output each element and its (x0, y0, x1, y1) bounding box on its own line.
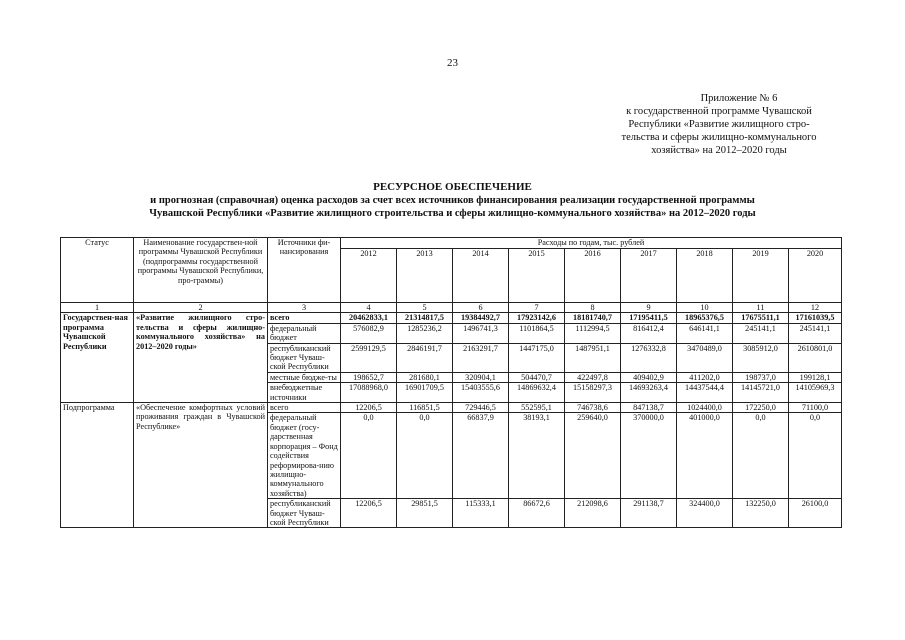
row-value: 66837,9 (453, 413, 509, 499)
column-number: 12 (789, 303, 842, 313)
row-value: 0,0 (397, 413, 453, 499)
row-source: местные бюдже-ты (268, 372, 341, 382)
row-value: 1024400,0 (677, 403, 733, 413)
row-value: 816412,4 (621, 323, 677, 343)
row-value: 17675511,1 (733, 313, 789, 323)
row-value: 16901709,5 (397, 383, 453, 403)
row-value: 0,0 (789, 413, 842, 499)
row-value: 14693263,4 (621, 383, 677, 403)
appendix-note (596, 92, 842, 157)
row-value: 12206,5 (341, 499, 397, 528)
row-value: 172250,0 (733, 403, 789, 413)
appendix-line: Приложение № 6 (700, 93, 778, 104)
row-value: 0,0 (733, 413, 789, 499)
row-value: 411202,0 (677, 372, 733, 382)
row-status: Государствен-ная программа Чувашской Республики (61, 313, 134, 403)
row-value: 3470489,0 (677, 343, 733, 372)
row-value: 29851,5 (397, 499, 453, 528)
row-value: 281680,1 (397, 372, 453, 382)
appendix-line: хозяйства» на 2012–2020 годы (651, 145, 787, 156)
row-value: 17161039,5 (789, 313, 842, 323)
year-header: 2016 (565, 249, 621, 303)
year-header: 2019 (733, 249, 789, 303)
appendix-line: тельства и сферы жилищно-коммунального (621, 132, 817, 143)
row-value: 21314817,5 (397, 313, 453, 323)
row-value: 3085912,0 (733, 343, 789, 372)
row-value: 198652,7 (341, 372, 397, 382)
year-header: 2018 (677, 249, 733, 303)
row-value: 12206,5 (341, 403, 397, 413)
document-subtitle (0, 194, 905, 220)
year-header: 2012 (341, 249, 397, 303)
row-value: 504470,7 (509, 372, 565, 382)
row-value: 17088968,0 (341, 383, 397, 403)
row-value: 422497,8 (565, 372, 621, 382)
row-source: республиканский бюджет Чуваш-ской Республики (268, 499, 341, 528)
row-value: 324400,0 (677, 499, 733, 528)
row-value: 38193,1 (509, 413, 565, 499)
header-expenses: Расходы по годам, тыс. рублей (341, 238, 842, 249)
row-value: 1112994,5 (565, 323, 621, 343)
row-value: 1496741,3 (453, 323, 509, 343)
column-number: 4 (341, 303, 397, 313)
row-value: 409402,9 (621, 372, 677, 382)
row-value: 1487951,1 (565, 343, 621, 372)
row-value: 245141,1 (789, 323, 842, 343)
row-value: 14145721,0 (733, 383, 789, 403)
row-source: федеральный бюджет (госу-дарственная корпорация – Фонд содействия реформирова-нию жилищно-коммунального хозяйства) (268, 413, 341, 499)
column-number: 7 (509, 303, 565, 313)
appendix-line: Республики «Развитие жилищного стро- (628, 119, 810, 130)
column-number-row (61, 303, 842, 313)
row-value: 14437544,4 (677, 383, 733, 403)
row-value: 17923142,6 (509, 313, 565, 323)
column-number: 2 (134, 303, 268, 313)
column-number: 1 (61, 303, 134, 313)
row-value: 18965376,5 (677, 313, 733, 323)
column-number: 6 (453, 303, 509, 313)
row-value: 132250,0 (733, 499, 789, 528)
column-number: 8 (565, 303, 621, 313)
row-source: внебюджетные источники (268, 383, 341, 403)
header-name: Наименование государствен-ной программы Чувашской Республики (подпрограммы государственной программы Чувашской Республики, про-граммы) (134, 238, 268, 303)
row-value: 115333,1 (453, 499, 509, 528)
row-value: 71100,0 (789, 403, 842, 413)
page-number: 23 (447, 57, 458, 69)
row-value: 1447175,0 (509, 343, 565, 372)
table-row (61, 313, 842, 323)
row-value: 14869632,4 (509, 383, 565, 403)
column-number: 5 (397, 303, 453, 313)
document-title: РЕСУРСНОЕ ОБЕСПЕЧЕНИЕ (373, 181, 532, 193)
row-value: 26100,0 (789, 499, 842, 528)
row-value: 0,0 (341, 413, 397, 499)
row-value: 245141,1 (733, 323, 789, 343)
year-header: 2020 (789, 249, 842, 303)
row-value: 646141,1 (677, 323, 733, 343)
row-program-name: «Обеспечение комфортных условий проживания граждан в Чувашской Республике» (134, 403, 268, 528)
row-value: 86672,6 (509, 499, 565, 528)
row-value: 552595,1 (509, 403, 565, 413)
row-value: 2599129,5 (341, 343, 397, 372)
row-value: 17195411,5 (621, 313, 677, 323)
row-value: 2846191,7 (397, 343, 453, 372)
subtitle-line: и прогнозная (справочная) оценка расходов за счет всех источников финансирования реализации государственной программы (150, 195, 755, 206)
row-value: 15158297,3 (565, 383, 621, 403)
row-source: всего (268, 313, 341, 323)
row-source: республиканский бюджет Чуваш-ской Республики (268, 343, 341, 372)
row-value: 1276332,8 (621, 343, 677, 372)
year-header: 2015 (509, 249, 565, 303)
row-value: 746738,6 (565, 403, 621, 413)
row-value: 15403555,6 (453, 383, 509, 403)
row-value: 729446,5 (453, 403, 509, 413)
row-value: 1101864,5 (509, 323, 565, 343)
row-program-name: «Развитие жилищного стро-тельства и сферы жилищно-коммунального хозяйства» на 2012–2020 годы» (134, 313, 268, 403)
header-status: Статус (61, 238, 134, 303)
subtitle-line: Чувашской Республики «Развитие жилищного строительства и сферы жилищно-коммунального хозяйства» на 2012–2020 годы (149, 208, 756, 219)
row-value: 19384492,7 (453, 313, 509, 323)
row-value: 320904,1 (453, 372, 509, 382)
column-number: 10 (677, 303, 733, 313)
row-value: 259640,0 (565, 413, 621, 499)
column-number: 3 (268, 303, 341, 313)
year-header: 2014 (453, 249, 509, 303)
row-value: 116851,5 (397, 403, 453, 413)
row-status: Подпрограмма (61, 403, 134, 528)
row-source: всего (268, 403, 341, 413)
table-row (61, 403, 842, 413)
row-value: 370000,0 (621, 413, 677, 499)
row-value: 576082,9 (341, 323, 397, 343)
year-header: 2017 (621, 249, 677, 303)
row-value: 20462833,1 (341, 313, 397, 323)
row-value: 1285236,2 (397, 323, 453, 343)
row-value: 291138,7 (621, 499, 677, 528)
row-value: 847138,7 (621, 403, 677, 413)
row-value: 18181740,7 (565, 313, 621, 323)
year-header: 2013 (397, 249, 453, 303)
row-value: 14105969,3 (789, 383, 842, 403)
column-number: 11 (733, 303, 789, 313)
appendix-line: к государственной программе Чувашской (626, 106, 812, 117)
column-number: 9 (621, 303, 677, 313)
row-value: 212098,6 (565, 499, 621, 528)
row-value: 199128,1 (789, 372, 842, 382)
row-value: 2163291,7 (453, 343, 509, 372)
row-value: 401000,0 (677, 413, 733, 499)
resource-table (60, 237, 842, 528)
row-source: федеральный бюджет (268, 323, 341, 343)
row-value: 2610801,0 (789, 343, 842, 372)
row-value: 198737,0 (733, 372, 789, 382)
header-row (61, 238, 842, 249)
header-sources: Источники фи-нансирования (268, 238, 341, 303)
